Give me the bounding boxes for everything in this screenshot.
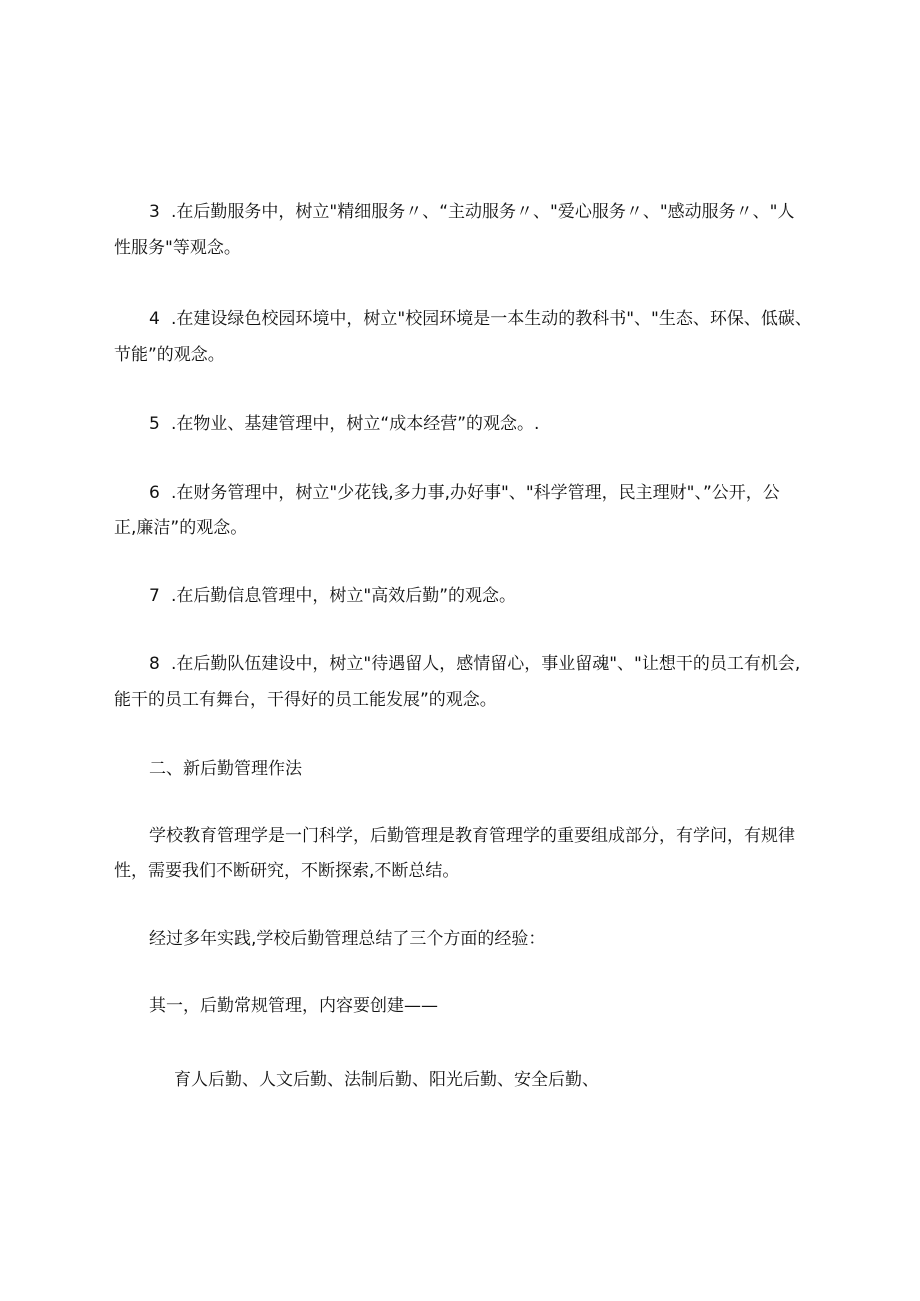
- item-7-line-1: [149, 585, 516, 607]
- item-5-number: 5: [149, 414, 160, 434]
- item-5-line-1: [149, 413, 539, 435]
- item-7-number: 7: [149, 586, 160, 606]
- item-3-line-2: 性服务"等观念。: [114, 238, 241, 258]
- item-4-text-1: .在建设绿色校园环境中，树立"校园环境是一本生动的教科书"、"生态、环保、低碳、: [171, 309, 812, 329]
- item-4-line-2: 节能”的观念。: [114, 345, 225, 365]
- paragraph-1-line-2: 性，需要我们不断研究，不断探索,不断总结。: [114, 861, 460, 881]
- item-8-line-1: [149, 653, 800, 675]
- item-6-text-1: .在财务管理中，树立"少花钱,多力事,办好事"、"科学管理，民主理财"、”公开，公: [171, 483, 780, 503]
- paragraph-1-line-1: 学校教育管理学是一门科学，后勤管理是教育管理学的重要组成部分，有学问，有规律: [149, 826, 795, 846]
- paragraph-4: 育人后勤、人文后勤、法制后勤、阳光后勤、安全后勤、: [174, 1070, 599, 1090]
- item-3-line-1: [149, 201, 795, 223]
- item-8-number: 8: [149, 654, 160, 674]
- item-6-line-2: 正,廉洁”的观念。: [114, 518, 248, 538]
- item-4-line-1: [149, 308, 812, 330]
- item-6-number: 6: [149, 483, 160, 503]
- item-8-line-2: 能干的员工有舞台，干得好的员工能发展”的观念。: [114, 690, 497, 710]
- item-3-number: 3: [149, 202, 160, 222]
- item-5-text-1: .在物业、基建管理中，树立“成本经营”的观念。.: [171, 414, 540, 434]
- item-3-text-1: .在后勤服务中，树立"精细服务〃、“主动服务〃、"爱心服务〃、"感动服务〃、"人: [171, 202, 795, 222]
- item-4-number: 4: [149, 309, 160, 329]
- item-6-line-1: [149, 482, 780, 504]
- item-8-text-1: .在后勤队伍建设中，树立"待遇留人，感情留心，事业留魂"、"让想干的员工有机会,: [171, 654, 801, 674]
- section-title: 二、新后勤管理作法: [149, 759, 302, 779]
- paragraph-3: 其一，后勤常规管理，内容要创建——: [149, 996, 438, 1016]
- paragraph-2: 经过多年实践,学校后勤管理总结了三个方面的经验：: [149, 929, 546, 949]
- item-7-text-1: .在后勤信息管理中，树立"高效后勤”的观念。: [171, 586, 517, 606]
